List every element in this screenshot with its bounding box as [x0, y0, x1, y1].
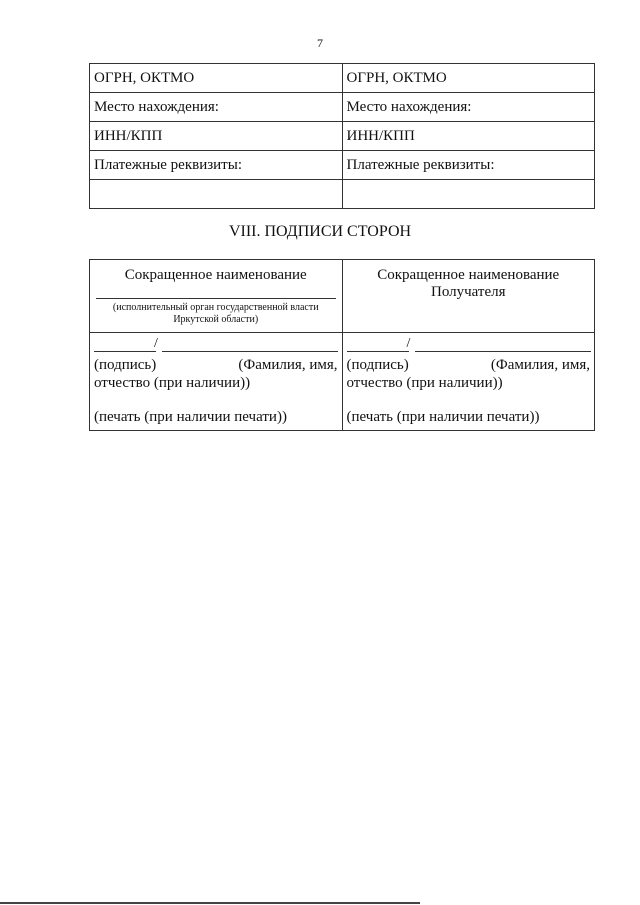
signature-slash: / [154, 336, 158, 351]
signature-caption: (подпись) [94, 357, 157, 373]
table-cell [90, 180, 343, 209]
signature-caption-row [94, 356, 338, 374]
table-cell: Место нахождения: [90, 93, 343, 122]
table-row [90, 93, 595, 122]
signature-slash: / [406, 336, 411, 351]
fio-caption-cont: отчество (при наличии)) [94, 375, 251, 391]
table-row [90, 180, 595, 209]
table-cell: ИНН/КПП [342, 122, 595, 151]
stamp-caption: (печать (при наличии печати)) [94, 409, 287, 425]
table-cell [342, 180, 595, 209]
table-cell: ОГРН, ОКТМО [342, 64, 595, 93]
signature-line [94, 336, 338, 353]
signature-line [347, 336, 591, 353]
right-party-name-cell [342, 260, 595, 333]
fio-caption: (Фамилия, имя, [238, 357, 338, 373]
table-row [90, 151, 595, 180]
left-party-name-cell [90, 260, 343, 333]
signature-caption: (подпись) [346, 357, 409, 373]
table-row [90, 333, 595, 431]
table-row [90, 260, 595, 333]
signatures-table [89, 259, 595, 431]
table-row [90, 122, 595, 151]
table-cell: ОГРН, ОКТМО [90, 64, 343, 93]
left-party-note: (исполнительный орган государственной власти Иркутской области) [112, 302, 319, 325]
table-cell: Место нахождения: [342, 93, 595, 122]
table-cell: Платежные реквизиты: [90, 151, 343, 180]
fio-caption: (Фамилия, имя, [490, 357, 590, 373]
left-signature-cell [90, 333, 343, 431]
left-party-name: Сокращенное наименование [124, 267, 307, 283]
section-title: VIII. ПОДПИСИ СТОРОН [228, 223, 412, 240]
table-row [90, 64, 595, 93]
footer-rule [0, 902, 420, 904]
stamp-caption: (печать (при наличии печати)) [346, 409, 540, 425]
signature-caption-row [347, 356, 591, 374]
fio-caption-cont: отчество (при наличии)) [346, 375, 503, 391]
requisites-table [89, 63, 595, 209]
right-signature-cell [342, 333, 595, 431]
name-underline [96, 298, 336, 299]
table-cell: ИНН/КПП [90, 122, 343, 151]
table-cell: Платежные реквизиты: [342, 151, 595, 180]
page-number: 7 [317, 36, 323, 50]
right-party-name: Сокращенное наименование Получателя [377, 267, 560, 300]
